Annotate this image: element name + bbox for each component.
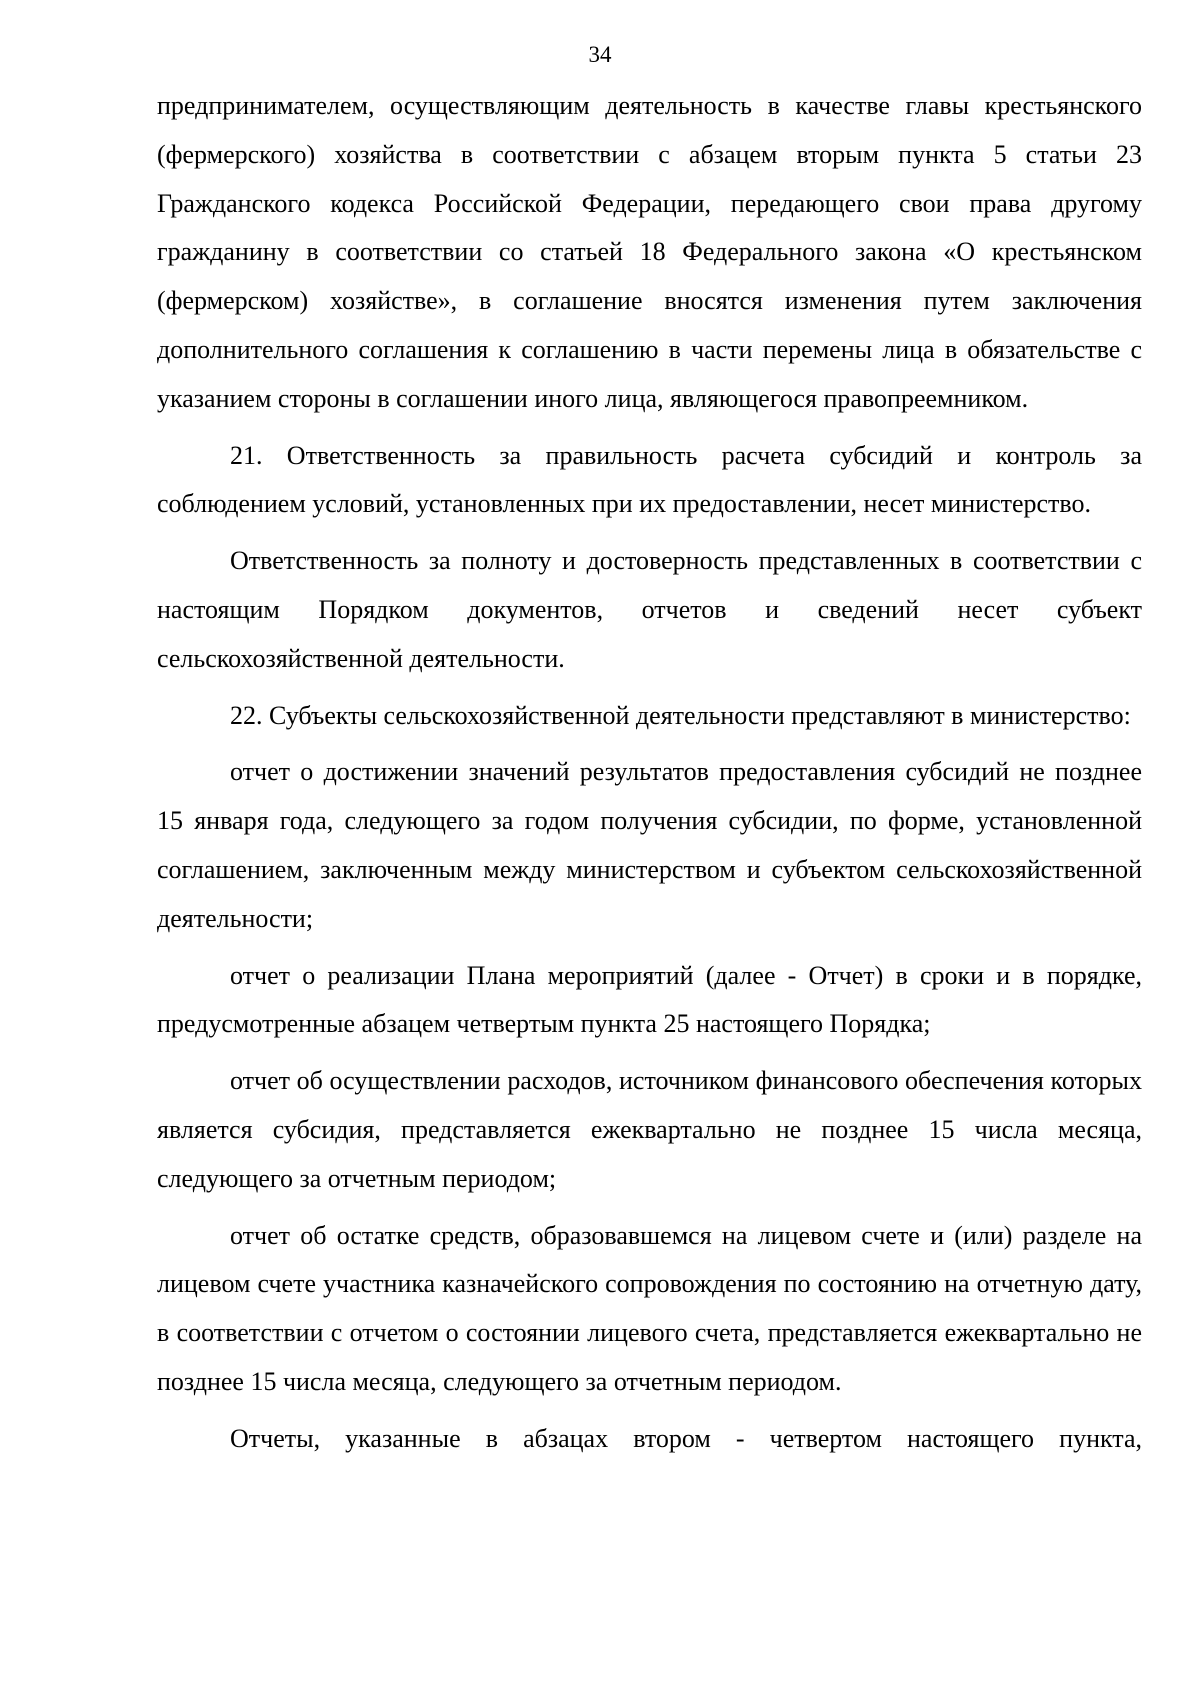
- paragraph-report-plan: отчет о реализации Плана мероприятий (далее - Отчет) в сроки и в порядке, предусмотренные абзацем четвертым пункта 25 настоящего Порядка;: [157, 960, 1142, 1039]
- paragraph-responsibility: Ответственность за полноту и достоверность представленных в соответствии с настоящим Порядком документов, отчетов и сведений несет субъект сельскохозяйственной деятельности.: [157, 546, 1142, 673]
- document-body: [157, 82, 1142, 1464]
- page-number: 34: [588, 42, 612, 67]
- paragraph-item-22: 22. Субъекты сельскохозяйственной деятельности представляют в министерство:: [230, 700, 1131, 730]
- paragraph-report-balance: отчет об остатке средств, образовавшемся на лицевом счете и (или) разделе на лицевом счете участника казначейского сопровождения по состоянию на отчетную дату, в соответствии с отчетом о состоянии лицевого счета, представляется ежеквартально не позднее 15 числа месяца, следующего за отчетным периодом.: [157, 1220, 1142, 1396]
- paragraph-item-21: 21. Ответственность за правильность расчета субсидий и контроль за соблюдением условий, установленных при их предоставлении, несет министерство.: [157, 440, 1142, 519]
- paragraph-reports-continued: Отчеты, указанные в абзацах втором - четвертом настоящего пункта,: [230, 1423, 1142, 1453]
- paragraph-continuation: предпринимателем, осуществляющим деятельность в качестве главы крестьянского (фермерского) хозяйства в соответствии с абзацем вторым пункта 5 статьи 23 Гражданского кодекса Российской Федерации, передающего свои права другому гражданину в соответствии со статьей 18 Федерального закона «О крестьянском (фермерском) хозяйстве», в соглашение вносятся изменения путем заключения дополнительного соглашения к соглашению в части перемены лица в обязательстве с указанием стороны в соглашении иного лица, являющегося правопреемником.: [157, 91, 1142, 413]
- paragraph-report-expenses: отчет об осуществлении расходов, источником финансового обеспечения которых является субсидия, представляется ежеквартально не позднее 15 числа месяца, следующего за отчетным периодом;: [157, 1066, 1142, 1193]
- paragraph-report-results: отчет о достижении значений результатов предоставления субсидий не позднее 15 января года, следующего за годом получения субсидии, по форме, установленной соглашением, заключенным между министерством и субъектом сельскохозяйственной деятельности;: [157, 757, 1142, 933]
